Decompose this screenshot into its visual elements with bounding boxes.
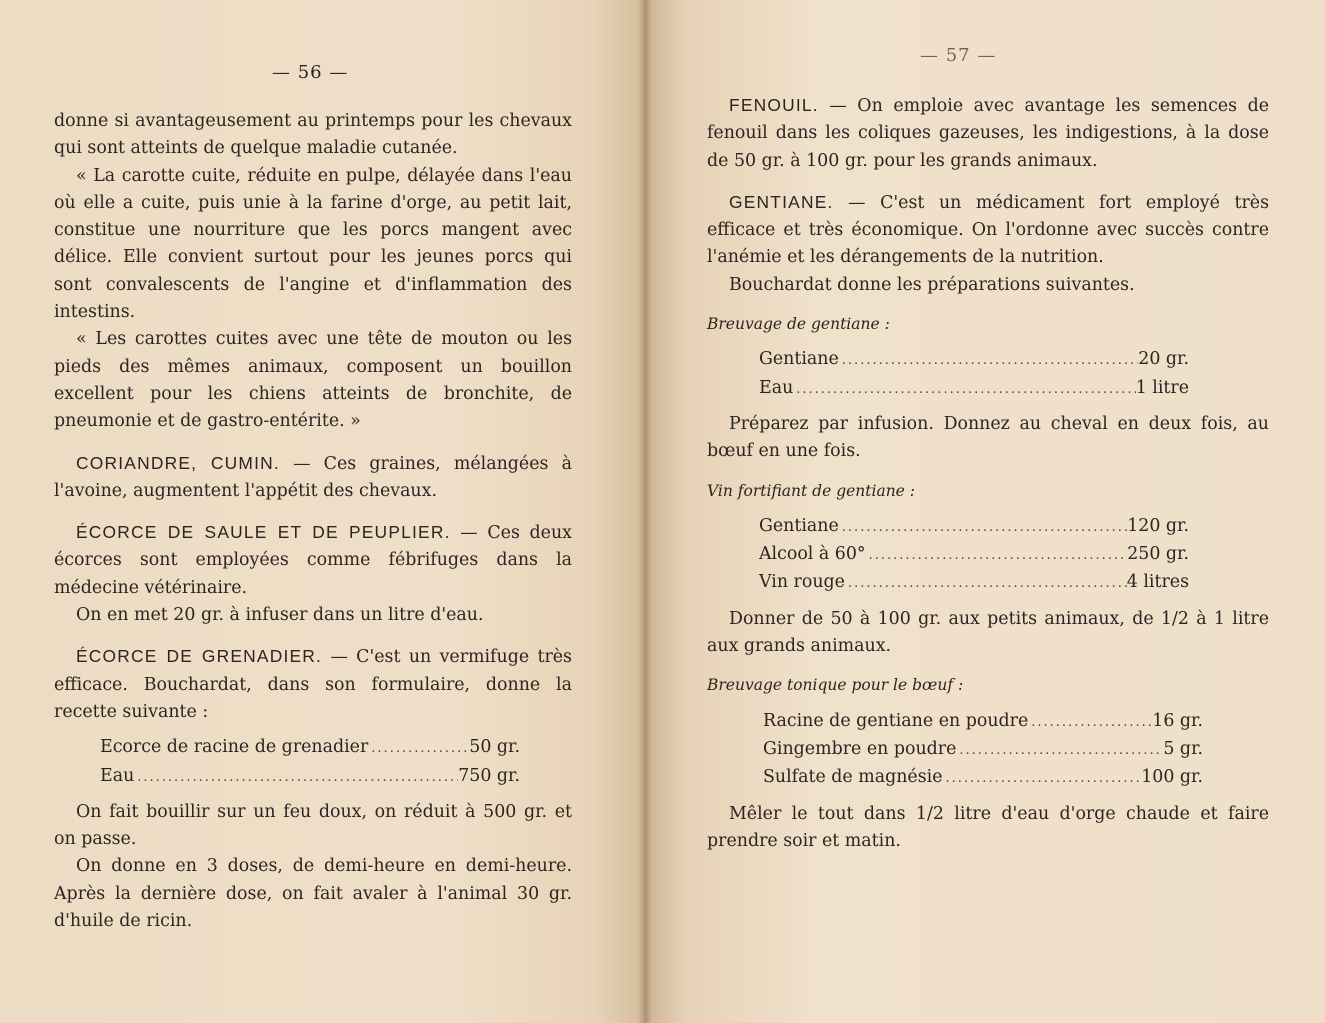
right-page-text (707, 92, 1269, 855)
recipe-quantity: 1 litre (1135, 377, 1189, 398)
paragraph: Donner de 50 à 100 gr. aux petits animaux, de 1/2 à 1 litre aux grands animaux. (707, 608, 1269, 657)
recipe-row (759, 346, 1189, 374)
left-page-text (54, 108, 572, 935)
recipe-ingredient: Sulfate de magnésie (763, 767, 943, 788)
entry-text: — C'est un médicament fort employé très efficace et très économique. On l'ordonne avec succès contre l'anémie et les dérangements de la nutrition. (707, 192, 1269, 268)
entry-grenadier (54, 643, 572, 726)
paragraph: On en met 20 gr. à infuser dans un litre d'eau. (76, 605, 484, 626)
recipe-quantity: 250 gr. (1127, 544, 1189, 565)
recipe-row (759, 569, 1189, 597)
paragraph: Bouchardat donne les préparations suivantes. (729, 274, 1135, 295)
recipe-ingredient: Eau (100, 765, 135, 786)
recipe-row (763, 708, 1203, 736)
recipe-quantity: 16 gr. (1152, 710, 1203, 731)
entry-gentiane (707, 189, 1269, 272)
entry-ecorce-saule (54, 519, 572, 602)
recipe-title: Vin fortifiant de gentiane : (707, 481, 916, 500)
recipe-row (759, 375, 1189, 403)
recipe-title: Breuvage de gentiane : (707, 315, 890, 334)
recipe-quantity: 120 gr. (1127, 515, 1189, 536)
recipe-row (100, 734, 520, 762)
recipe-quantity: 5 gr. (1163, 738, 1203, 759)
right-page-number: — 57 — (920, 45, 997, 66)
entry-text: — Ces graines, mélangées à l'avoine, augmentent l'appétit des chevaux. (54, 453, 572, 501)
entry-heading: FENOUIL. (729, 95, 819, 115)
recipe-ingredient: Vin rouge (759, 572, 845, 593)
paragraph: Mêler le tout dans 1/2 litre d'eau d'orge chaude et faire prendre soir et matin. (707, 803, 1269, 851)
paragraph: « La carotte cuite, réduite en pulpe, délayée dans l'eau où elle a cuite, puis unie à la farine d'orge, au petit lait, constitue une nourriture que les porcs mangent avec délice. Elle convient surtout pour les jeunes porcs qui sont convalescents de l'angine et d'inflammation des intestins. (54, 165, 572, 323)
entry-coriandre (54, 450, 572, 506)
entry-text: — On emploie avec avantage les semences de fenouil dans les coliques gazeuses, les indigestions, à la dose de 50 gr. à 100 gr. pour les grands animaux. (707, 96, 1269, 171)
entry-fenouil (707, 92, 1269, 175)
right-page (645, 0, 1325, 1023)
entry-heading: GENTIANE. (729, 191, 834, 212)
recipe-quantity: 4 litres (1126, 572, 1189, 593)
recipe-ingredient: Ecorce de racine de grenadier (100, 737, 369, 758)
recipe-ingredient: Gingembre en poudre (763, 738, 957, 759)
left-page-number: — 56 — (272, 62, 349, 83)
book-gutter (638, 0, 652, 1023)
paragraph: On fait bouillir sur un feu doux, on réduit à 500 gr. et on passe. (54, 801, 572, 850)
recipe-quantity: 100 gr. (1141, 767, 1203, 788)
recipe-row (100, 763, 520, 791)
entry-text: — C'est un vermifuge très efficace. Bouchardat, dans son formulaire, donne la recette suivante : (54, 647, 572, 722)
recipe-ingredient: Racine de gentiane en poudre (763, 710, 1029, 731)
entry-heading: ÉCORCE DE GRENADIER. (76, 646, 323, 667)
recipe-quantity: 750 gr. (458, 765, 520, 786)
left-page (0, 0, 645, 1023)
recipe-ingredient: Eau (759, 377, 794, 398)
recipe-vin (759, 513, 1189, 598)
paragraph: donne si avantageusement au printemps pour les chevaux qui sont atteints de quelque maladie cutanée. (54, 111, 572, 159)
recipe-row (759, 513, 1189, 541)
recipe-title: Breuvage tonique pour le bœuf : (707, 676, 964, 695)
recipe-row (763, 764, 1203, 792)
recipe-ingredient: Gentiane (759, 515, 839, 536)
recipe-tonique (763, 708, 1203, 793)
recipe-row (759, 541, 1189, 569)
paragraph: Préparez par infusion. Donnez au cheval en deux fois, au bœuf en une fois. (707, 413, 1269, 462)
paragraph: On donne en 3 doses, de demi-heure en demi-heure. Après la dernière dose, on fait avaler à l'animal 30 gr. d'huile de ricin. (54, 856, 572, 932)
recipe-breuvage (759, 346, 1189, 403)
recipe-ingredient: Gentiane (759, 349, 839, 370)
entry-heading: CORIANDRE, CUMIN. (76, 452, 280, 473)
recipe-grenadier (100, 734, 520, 791)
entry-heading: ÉCORCE DE SAULE ET DE PEUPLIER. (76, 522, 451, 543)
recipe-quantity: 20 gr. (1138, 349, 1189, 370)
entry-text: — Ces deux écorces sont employées comme fébrifuges dans la médecine vétérinaire. (54, 523, 572, 598)
recipe-ingredient: Alcool à 60° (759, 544, 866, 565)
recipe-quantity: 50 gr. (469, 737, 520, 758)
recipe-row (763, 736, 1203, 764)
paragraph: « Les carottes cuites avec une tête de mouton ou les pieds des mêmes animaux, composent un bouillon excellent pour les chiens atteints de bronchite, de pneumonie et de gastro-entérite. » (54, 329, 572, 432)
